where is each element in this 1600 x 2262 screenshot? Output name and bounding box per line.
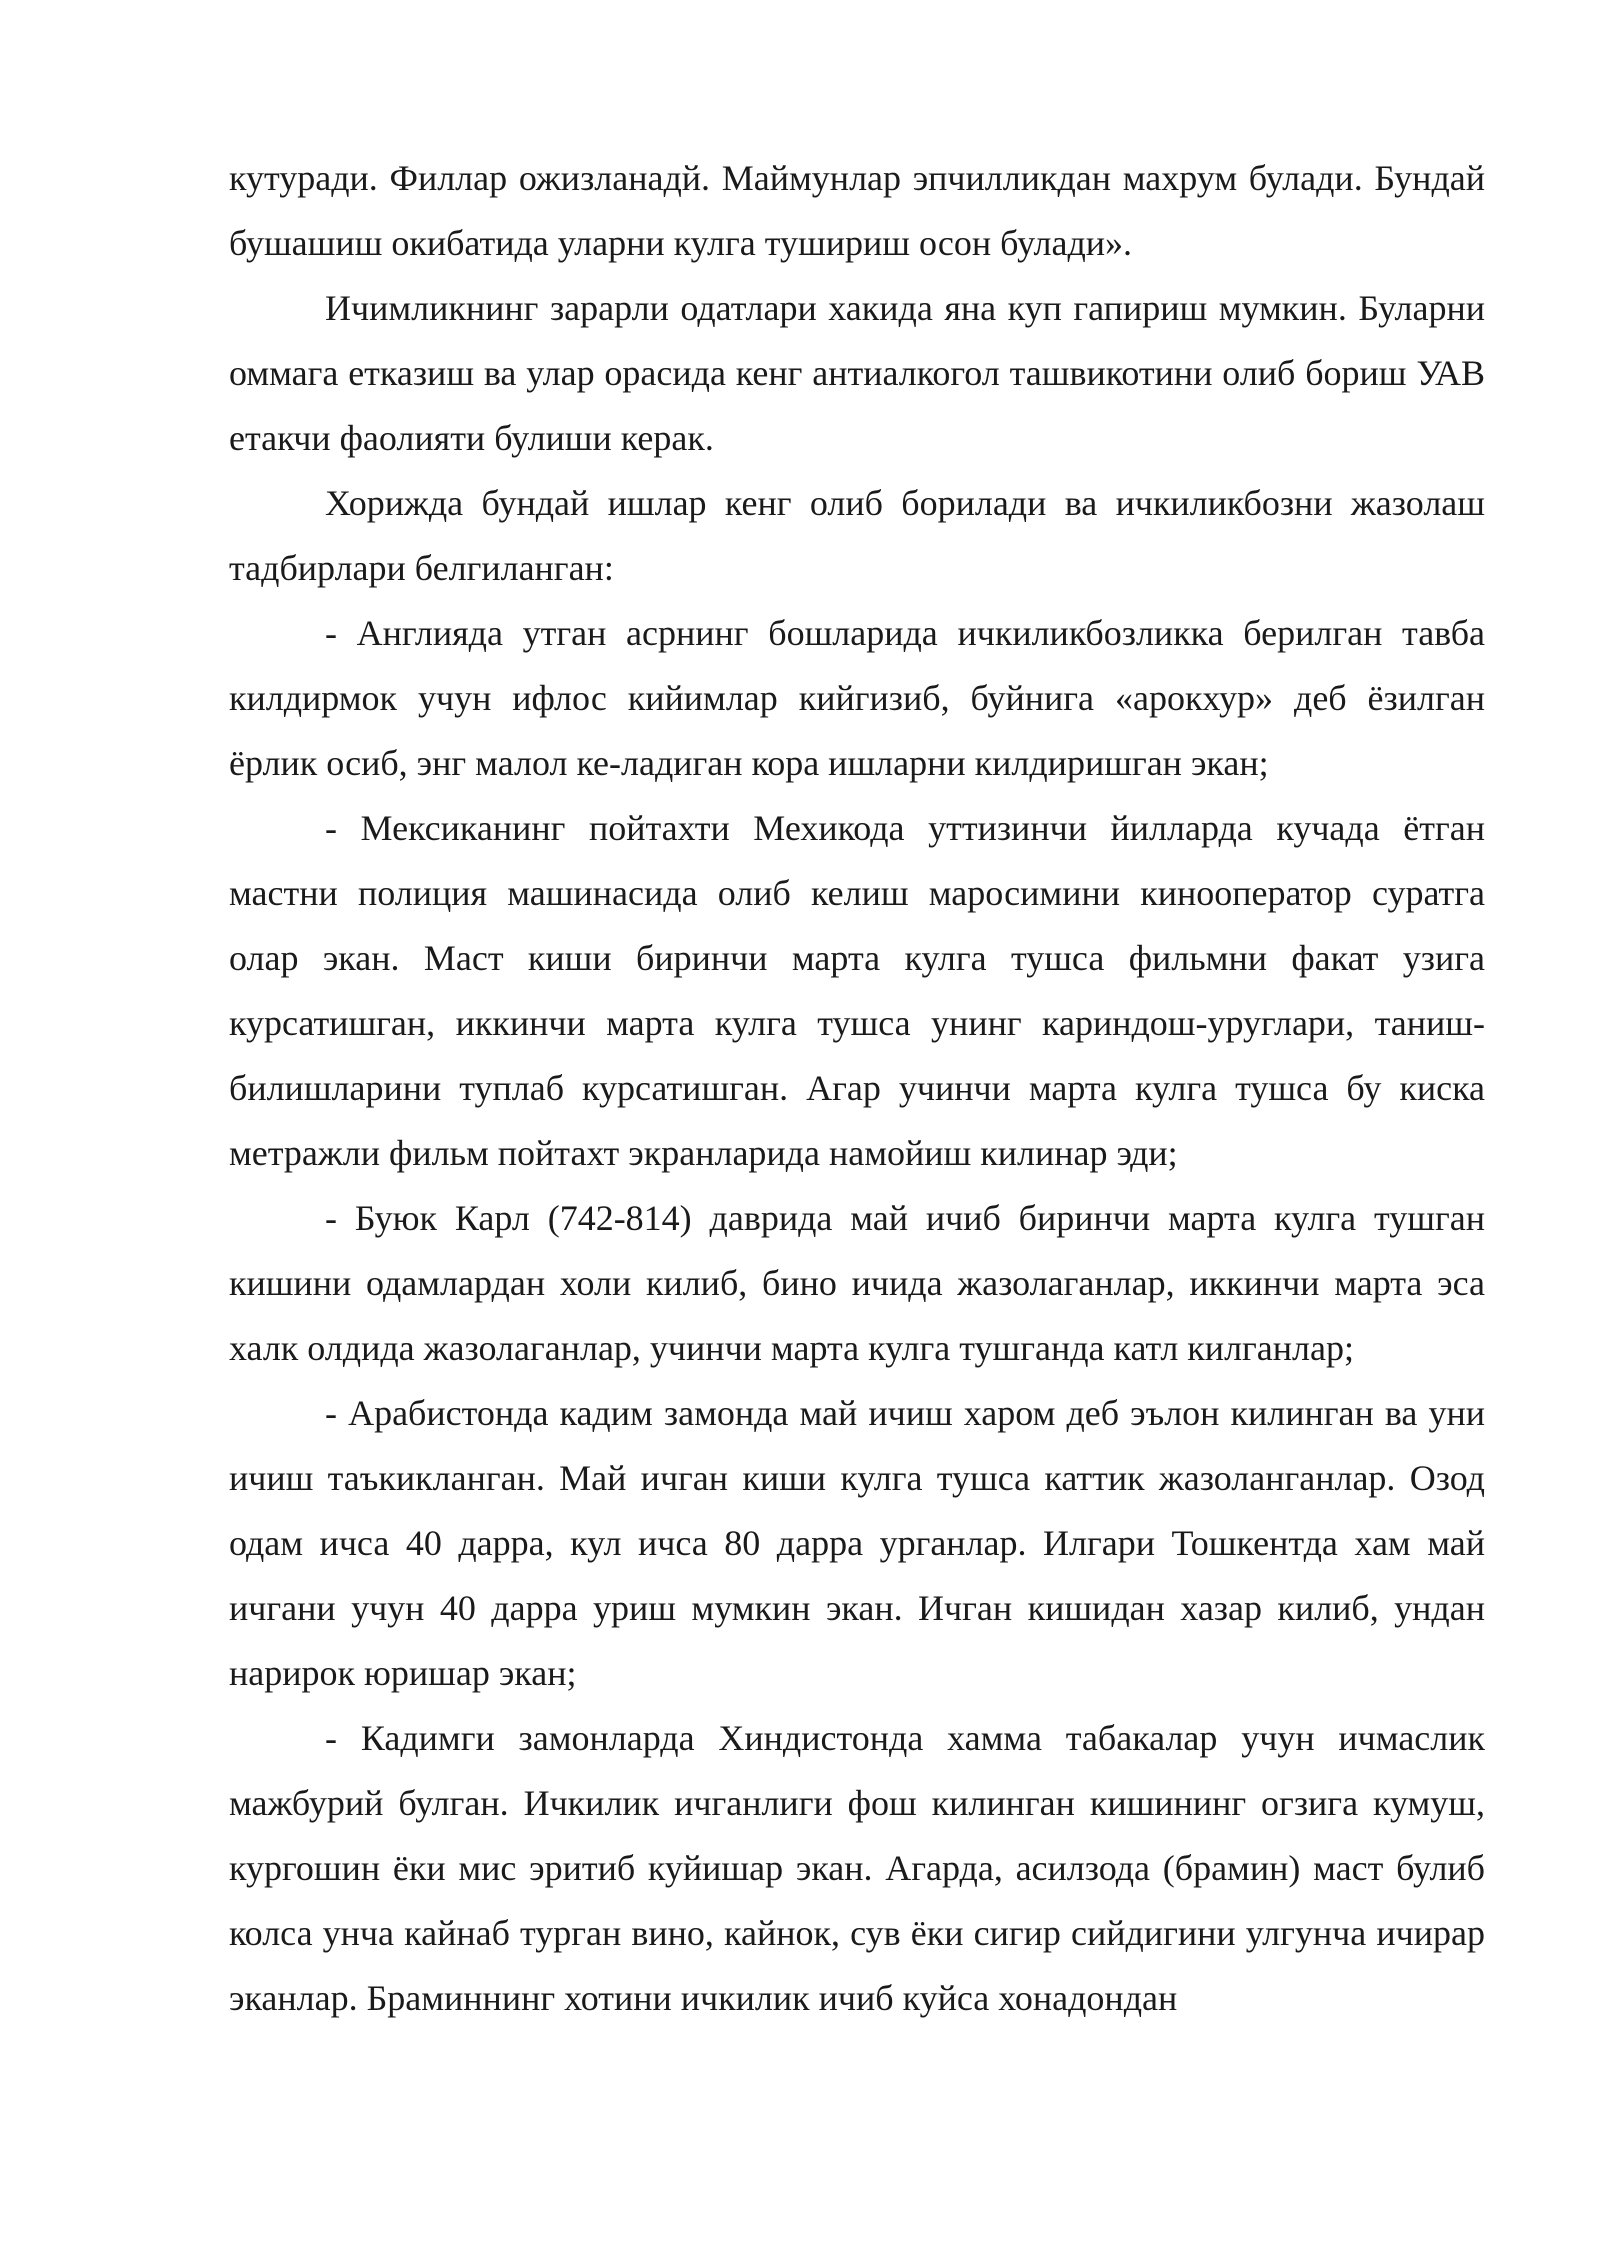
document-body <box>229 146 1485 2031</box>
list-item-england: - Англияда утган асрнинг бошларида ичкиликбозликка берилган тавба килдирмок учун ифлос кийимлар кийгизиб, буйнига «арокхур» деб ёзилган ёрлик осиб, энг малол ке-ладиган кора ишларни килдиришган экан; <box>229 613 1485 783</box>
list-item-arabia: - Арабистонда кадим замонда май ичиш харом деб эълон килинган ва уни ичиш таъкикланган. Май ичган киши кулга тушса каттик жазоланганлар. Озод одам ичса 40 дарра, кул ичса 80 дарра урганлар. Илгари Тошкентда хам май ичгани учун 40 дарра уриш мумкин экан. Ичган кишидан хазар килиб, ундан нарирок юришар экан; <box>229 1393 1485 1693</box>
list-item-charlemagne: - Буюк Карл (742-814) даврида май ичиб биринчи марта кулга тушган кишини одамлардан холи килиб, бино ичида жазолаганлар, иккинчи марта эса халк олдида жазолаганлар, учинчи марта кулга тушганда катл килганлар; <box>229 1198 1485 1368</box>
paragraph-3: Хорижда бундай ишлар кенг олиб борилади ва ичкиликбозни жазолаш тадбирлари белгиланган: <box>229 483 1485 588</box>
paragraph-1: кутуради. Филлар ожизланадй. Маймунлар эпчилликдан махрум булади. Бундай бушашиш окибатида уларни кулга тушириш осон булади». <box>229 158 1485 263</box>
paragraph-2: Ичимликнинг зарарли одатлари хакида яна куп гапириш мумкин. Буларни оммага етказиш ва улар орасида кенг антиалкогол ташвикотини олиб бориш УАВ етакчи фаолияти булиши керак. <box>229 288 1485 458</box>
list-item-india: - Кадимги замонларда Хиндистонда хамма табакалар учун ичмаслик мажбурий булган. Ичкилик ичганлиги фош килинган кишининг огзига кумуш, кургошин ёки мис эритиб куйишар экан. Агарда, асилзода (брамин) маст булиб колса унча кайнаб турган вино, кайнок, сув ёки сигир сийдигини улгунча ичирар эканлар. Браминнинг хотини ичкилик ичиб куйса хонадондан <box>229 1718 1485 2018</box>
list-item-mexico: - Мексиканинг пойтахти Мехикода уттизинчи йилларда кучада ётган мастни полиция машинасида олиб келиш маросимини кинооператор суратга олар экан. Маст киши биринчи марта кулга тушса фильмни факат узига курсатишган, иккинчи марта кулга тушса унинг кариндош-уруглари, таниш-билишларини туплаб курсатишган. Агар учинчи марта кулга тушса бу киска метражли фильм пойтахт экранларида намойиш килинар эди; <box>229 808 1485 1173</box>
